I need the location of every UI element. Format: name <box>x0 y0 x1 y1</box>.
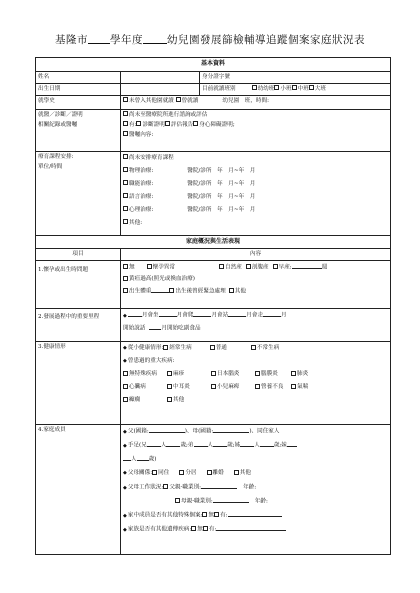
school-blank[interactable] <box>143 34 167 44</box>
checkbox[interactable] <box>123 264 128 269</box>
relation-option-label: 其他 <box>239 470 251 477</box>
weeks-input[interactable] <box>292 262 322 269</box>
checkbox[interactable] <box>255 384 260 389</box>
medical-option-label: 有: <box>129 121 137 128</box>
checkbox[interactable] <box>211 384 216 389</box>
therapy-label <box>36 151 121 235</box>
milestone-text: 開始說話 <box>123 325 146 332</box>
disease-option-label: 心臟病 <box>129 384 146 391</box>
medical-option-label: 診斷證明 <box>142 121 165 128</box>
sibling-age-input[interactable] <box>213 440 227 447</box>
special-option-label: 無 <box>208 512 215 519</box>
checkbox[interactable] <box>251 345 256 350</box>
title-prefix: 基隆市 <box>55 34 88 46</box>
members-text: 父親-職業別: <box>169 484 202 491</box>
checkbox[interactable] <box>219 264 224 269</box>
members-text: 歲;姊 <box>227 442 241 449</box>
medical-field <box>121 109 391 151</box>
checkbox[interactable] <box>291 384 296 389</box>
diamond-bullet-icon: ◆ <box>123 428 127 435</box>
members-text: 人 <box>131 456 137 463</box>
name-field[interactable] <box>121 71 200 83</box>
medical-option-label: 尚未至醫療院所進行諮詢或評估 <box>129 111 208 118</box>
name-label: 姓名 <box>36 71 121 83</box>
milestone-field <box>121 309 391 342</box>
members-text: 歲;妹 <box>273 442 287 449</box>
birth-option-label: 自然產 <box>225 264 242 271</box>
medical-option-label: 身心障礙證明; <box>199 121 235 128</box>
checkbox[interactable] <box>167 384 172 389</box>
members-text: 人 <box>207 442 214 449</box>
checkbox[interactable] <box>210 345 215 350</box>
checkbox[interactable] <box>169 288 174 293</box>
checkbox[interactable] <box>292 85 297 90</box>
checkbox[interactable] <box>123 206 128 211</box>
milestone-text: 月會站 <box>211 312 229 319</box>
milestone-text: 月開始吃副食品 <box>161 325 201 332</box>
checkbox[interactable] <box>167 371 172 376</box>
checkbox[interactable] <box>123 131 128 136</box>
members-field <box>121 425 391 555</box>
milestone-text: 月會走 <box>246 312 264 319</box>
birth-option-label: 出生後曾經緊急處理 <box>175 288 226 295</box>
sibling-count-input[interactable] <box>123 454 131 461</box>
members-text: 歲;弟 <box>180 442 194 449</box>
checkbox[interactable] <box>193 121 198 126</box>
members-text: 家族是否有其他遺傳疾病: <box>127 526 192 533</box>
health-option-label: 經常生病 <box>169 345 192 352</box>
checkbox[interactable] <box>123 154 128 159</box>
checkbox[interactable] <box>202 512 207 517</box>
disease-option-label: 腦膜炎 <box>261 371 278 378</box>
sibling-count-input[interactable] <box>147 440 161 447</box>
mother-nationality-input[interactable] <box>213 426 249 433</box>
crawl-month-input[interactable] <box>159 310 177 317</box>
genetic-option-label: 有: <box>208 526 217 533</box>
diamond-bullet-icon: ◆ <box>123 345 127 352</box>
milestone-text: 月 <box>281 312 287 319</box>
checkbox[interactable] <box>274 85 279 90</box>
milestone-text: 月會坐 <box>141 312 159 319</box>
birth-option-label: 黃疸過高(照光或換血治療) <box>129 276 195 283</box>
therapy-option-label: 尚未安排療育課程 <box>129 154 174 161</box>
mother-job-input[interactable] <box>213 496 249 503</box>
disease-option-label: 營養不良 <box>261 384 284 391</box>
therapy-time: 醫院/診所 年 月~年 月 <box>187 206 256 213</box>
special-option-label: 有: <box>220 512 228 519</box>
special-case-input[interactable] <box>228 510 282 517</box>
class-option-label: 小班 <box>280 85 292 92</box>
class-label: 目前就讀班別 <box>202 85 236 92</box>
therapy-other-label: 其他: <box>129 219 143 226</box>
checkbox[interactable] <box>165 121 170 126</box>
relation-option-label: 離婚 <box>212 470 224 477</box>
father-job-input[interactable] <box>201 482 237 489</box>
members-text: 人 <box>160 442 167 449</box>
checkbox[interactable] <box>252 85 257 90</box>
checkbox[interactable] <box>291 371 296 376</box>
diamond-bullet-icon: ◆ <box>123 470 127 477</box>
school-tail-text: 幼兒園 班，時間: <box>222 97 269 104</box>
genetic-option-label: 無 <box>197 526 203 533</box>
genetic-disease-input[interactable] <box>216 524 286 531</box>
members-text: 父母工作狀況: <box>127 484 164 491</box>
sibling-age-input[interactable] <box>166 440 180 447</box>
members-text: 家中成員是否有其他特殊個案: <box>127 512 203 519</box>
disease-option-label: 無特殊疾病 <box>129 371 157 378</box>
disease-option-label: 肺炎 <box>297 371 309 378</box>
walk-month-input[interactable] <box>228 310 246 317</box>
checkbox[interactable] <box>163 345 168 350</box>
diamond-bullet-icon: ◆ <box>123 484 127 491</box>
sibling-age-input[interactable] <box>260 440 274 447</box>
members-text: 歲) <box>148 456 157 463</box>
therapy-field <box>121 151 391 235</box>
diamond-bullet-icon: ◆ <box>123 312 127 319</box>
basic-section-header: 基本資料 <box>36 58 391 72</box>
health-option-label: 不常生病 <box>256 345 280 352</box>
members-text: 年齡: <box>243 484 257 491</box>
checkbox[interactable] <box>234 470 239 475</box>
school-option-label: 曾就讀 <box>181 97 199 104</box>
members-label: 4.家庭成員 <box>36 425 121 555</box>
class-option-label: 中班 <box>297 85 309 92</box>
checkbox[interactable] <box>211 371 216 376</box>
form-title <box>0 32 420 47</box>
checkbox[interactable] <box>273 264 278 269</box>
medical-option-label: 評估報告 <box>170 121 194 128</box>
weeks-unit: 週 <box>321 264 328 271</box>
checkbox[interactable] <box>123 371 128 376</box>
diamond-bullet-icon: ◆ <box>123 442 127 449</box>
checkbox[interactable] <box>207 470 212 475</box>
class-option-label: 幼幼班 <box>257 85 275 92</box>
id-label: 身分證字號 <box>202 73 230 80</box>
checkbox[interactable] <box>123 276 128 281</box>
checkbox[interactable] <box>176 97 181 102</box>
title-middle: 學年度 <box>110 34 143 46</box>
checkbox[interactable] <box>123 193 128 198</box>
therapy-time: 醫院/診所 年 月~年 月 <box>187 167 256 174</box>
checkbox[interactable] <box>152 470 157 475</box>
therapy-name: 語言治療: <box>129 193 154 200</box>
checkbox[interactable] <box>123 97 128 102</box>
health-option-label: 普通 <box>215 345 227 352</box>
checkbox[interactable] <box>123 121 128 126</box>
dob-label: 出生日期 <box>36 83 121 95</box>
birth-option-label: 出生體重 <box>129 288 152 295</box>
title-suffix: 幼兒園發展篩檢輔導追蹤個案家庭狀況表 <box>167 34 365 46</box>
medical-label <box>36 109 121 151</box>
stand-month-input[interactable] <box>193 310 211 317</box>
members-text: 母親-職業別: <box>181 498 213 505</box>
checkbox[interactable] <box>191 526 196 531</box>
birth-field <box>121 261 391 309</box>
medical-label-line: 就醫／診斷／證明 <box>38 111 83 118</box>
sibling-count-input[interactable] <box>194 440 208 447</box>
disease-option-label: 麻疹 <box>173 371 185 378</box>
checkbox[interactable] <box>123 219 128 224</box>
relation-option-label: 分居 <box>185 470 197 477</box>
members-text: 手足(兄 <box>127 442 147 449</box>
checkbox[interactable] <box>163 484 168 489</box>
disease-option-label: 氣喘 <box>297 384 309 391</box>
members-text: )、母(國籍: <box>184 428 214 435</box>
school-option-label: 未曾入其他園就讀 <box>129 97 174 104</box>
checkbox[interactable] <box>214 512 219 517</box>
sit-month-input[interactable] <box>128 310 142 317</box>
checkbox[interactable] <box>309 85 314 90</box>
family-section-header: 家庭概況與生活表現 <box>36 235 391 249</box>
extra-month-input[interactable] <box>263 310 281 317</box>
health-label: 3.健康情形 <box>36 342 121 425</box>
diamond-bullet-icon: ◆ <box>123 512 127 519</box>
year-blank[interactable] <box>88 34 110 44</box>
therapy-label-line: 療育課程安排: <box>38 153 74 160</box>
disease-option-label: 其他 <box>173 397 185 404</box>
members-text: 父母關係: <box>127 470 153 477</box>
members-text: 年齡: <box>254 498 268 505</box>
relation-option-label: 同住 <box>158 470 170 477</box>
birth-option-label: 懷孕異常 <box>152 264 175 271</box>
medical-option-label: 醫囑內容: <box>129 131 154 138</box>
therapy-label-line: 單位/時間 <box>38 163 63 170</box>
medical-label-line: 相關紀錄或醫囑 <box>38 121 78 128</box>
therapy-name: 物理治療: <box>129 167 154 174</box>
checkbox[interactable] <box>229 288 234 293</box>
family-status-table <box>35 57 391 555</box>
checkbox[interactable] <box>203 526 208 531</box>
birth-option-label: 其他 <box>234 288 246 295</box>
checkbox[interactable] <box>179 470 184 475</box>
sibling-count-input[interactable] <box>287 440 297 447</box>
therapy-name: 心理治療: <box>129 206 154 213</box>
weight-input[interactable] <box>151 286 169 293</box>
checkbox[interactable] <box>123 167 128 172</box>
disease-option-label: 癲癇 <box>129 397 141 404</box>
checkbox[interactable] <box>123 180 128 185</box>
therapy-name: 職能治療: <box>129 180 154 187</box>
checkbox[interactable] <box>123 397 128 402</box>
checkbox[interactable] <box>246 264 251 269</box>
id-field[interactable] <box>200 71 391 83</box>
members-text: 父(國籍: <box>127 428 149 435</box>
disease-option-label: 小兒麻痺 <box>217 384 240 391</box>
class-option-label: 大班 <box>314 85 326 92</box>
checkbox[interactable] <box>167 397 172 402</box>
members-text: 人 <box>254 442 260 449</box>
members-text: )、同住家人 <box>249 428 280 435</box>
milestone-label: 2.發展過程中的重要里程 <box>36 309 121 342</box>
checkbox[interactable] <box>255 371 260 376</box>
milestone-text: 月會爬 <box>176 312 194 319</box>
checkbox[interactable] <box>123 288 128 293</box>
diamond-bullet-icon: ◆ <box>123 526 127 533</box>
birth-option-label: 早產: <box>278 264 292 271</box>
health-field <box>121 342 391 425</box>
therapy-time: 醫院/診所 年 月~年 月 <box>187 180 256 187</box>
column-header-item: 項目 <box>36 249 121 261</box>
checkbox[interactable] <box>136 121 141 126</box>
birth-option-label: 剖腹產 <box>251 264 269 271</box>
school-history-field <box>121 95 391 109</box>
health-question: 曾患過的重大疾病: <box>127 358 175 365</box>
checkbox[interactable] <box>123 111 128 116</box>
checkbox[interactable] <box>175 498 180 503</box>
therapy-time: 醫院/診所 年 月~年 月 <box>187 193 256 200</box>
disease-option-label: 中耳炎 <box>173 384 190 391</box>
birth-option-label: 無 <box>129 264 135 271</box>
disease-option-label: 日本腦炎 <box>217 371 240 378</box>
dob-field[interactable] <box>121 83 200 95</box>
health-question: 從小健康情形: <box>127 345 164 352</box>
checkbox[interactable] <box>147 264 152 269</box>
class-field <box>200 83 391 95</box>
sibling-count-input[interactable] <box>240 440 254 447</box>
checkbox[interactable] <box>123 384 128 389</box>
solid-food-month-input[interactable] <box>149 323 161 330</box>
column-header-content: 內容 <box>121 249 391 261</box>
diamond-bullet-icon: ◆ <box>123 358 127 365</box>
sibling-age-input[interactable] <box>137 454 149 461</box>
birth-label: 1.懷孕或出生時問題 <box>36 261 121 309</box>
school-history-label: 就學史 <box>36 95 121 109</box>
father-nationality-input[interactable] <box>149 426 185 433</box>
